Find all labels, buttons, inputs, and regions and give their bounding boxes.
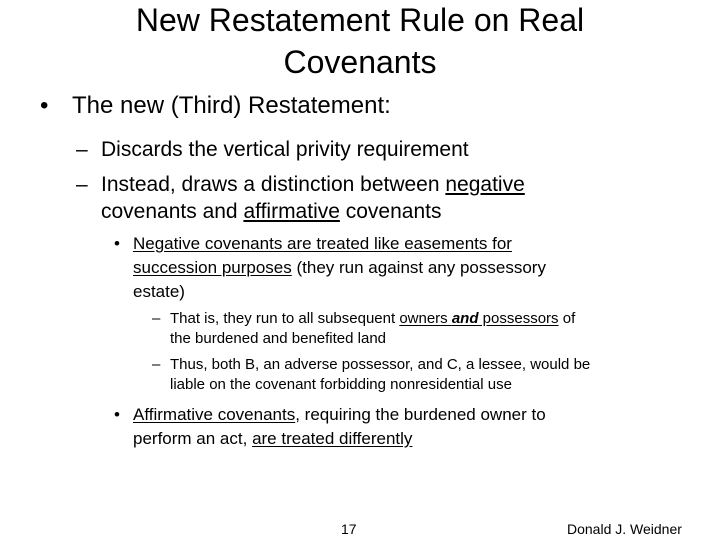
succession-purposes-underlined: succession purposes [133,258,292,277]
slide-title-line-1: New Restatement Rule on Real [135,2,585,38]
instead-text-c: covenants [339,200,442,223]
bullet-marker-l1: • [40,92,49,119]
that-is-line-2: the burdened and benefited land [170,330,387,347]
affirmative-text-a: , requiring the burdened owner to [295,405,546,424]
slide-title-line-2: Covenants [283,44,437,80]
that-is-text-b: of [558,310,576,327]
dash-marker-that-is: – [152,310,161,327]
negative-covenants-underlined: Negative covenants are treated like easements for [133,234,512,253]
affirmative-covenants-line-2 [133,428,412,450]
bullet-marker-negative: • [114,234,120,253]
negative-underlined: negative [445,173,525,196]
that-is-line-1 [170,309,575,329]
affirmative-text-b: perform an act, [133,429,253,448]
negative-covenants-line-2 [133,257,546,279]
instead-text-b: covenants and [101,200,244,223]
and-emphasized: and [451,310,479,327]
that-is-text-a: That is, they run to all subsequent [170,310,400,327]
bullet-marker-affirmative: • [114,405,120,424]
possessors-underlined: possessors [478,310,559,327]
dash-marker-discards: – [76,138,88,161]
affirmative-covenants-underlined: Affirmative covenants [133,405,296,424]
instead-text-a: Instead, draws a distinction between [101,173,446,196]
owners-underlined: owners [399,310,452,327]
sub-bullet-instead-line-1 [101,171,525,199]
dash-marker-thus: – [152,356,161,373]
treated-differently-underlined: are treated differently [252,429,413,448]
negative-covenants-line-3: estate) [133,282,185,301]
thus-line-1: Thus, both B, an adverse possessor, and C, a lessee, would be [170,356,591,373]
negative-covenants-text-b: (they run against any possessory [291,258,546,277]
sub-bullet-discards: Discards the vertical privity requirement [101,138,469,161]
thus-line-2: liable on the covenant forbidding nonresidential use [170,376,512,393]
page-number: 17 [341,521,357,537]
affirmative-underlined: affirmative [243,200,340,223]
bullet-text-restatement: The new (Third) Restatement: [72,92,391,119]
footer-author: Donald J. Weidner [567,521,682,537]
negative-covenants-line-1 [133,233,512,255]
dash-marker-instead: – [76,173,88,196]
affirmative-covenants-line-1 [133,404,546,426]
sub-bullet-instead-line-2 [101,198,442,226]
